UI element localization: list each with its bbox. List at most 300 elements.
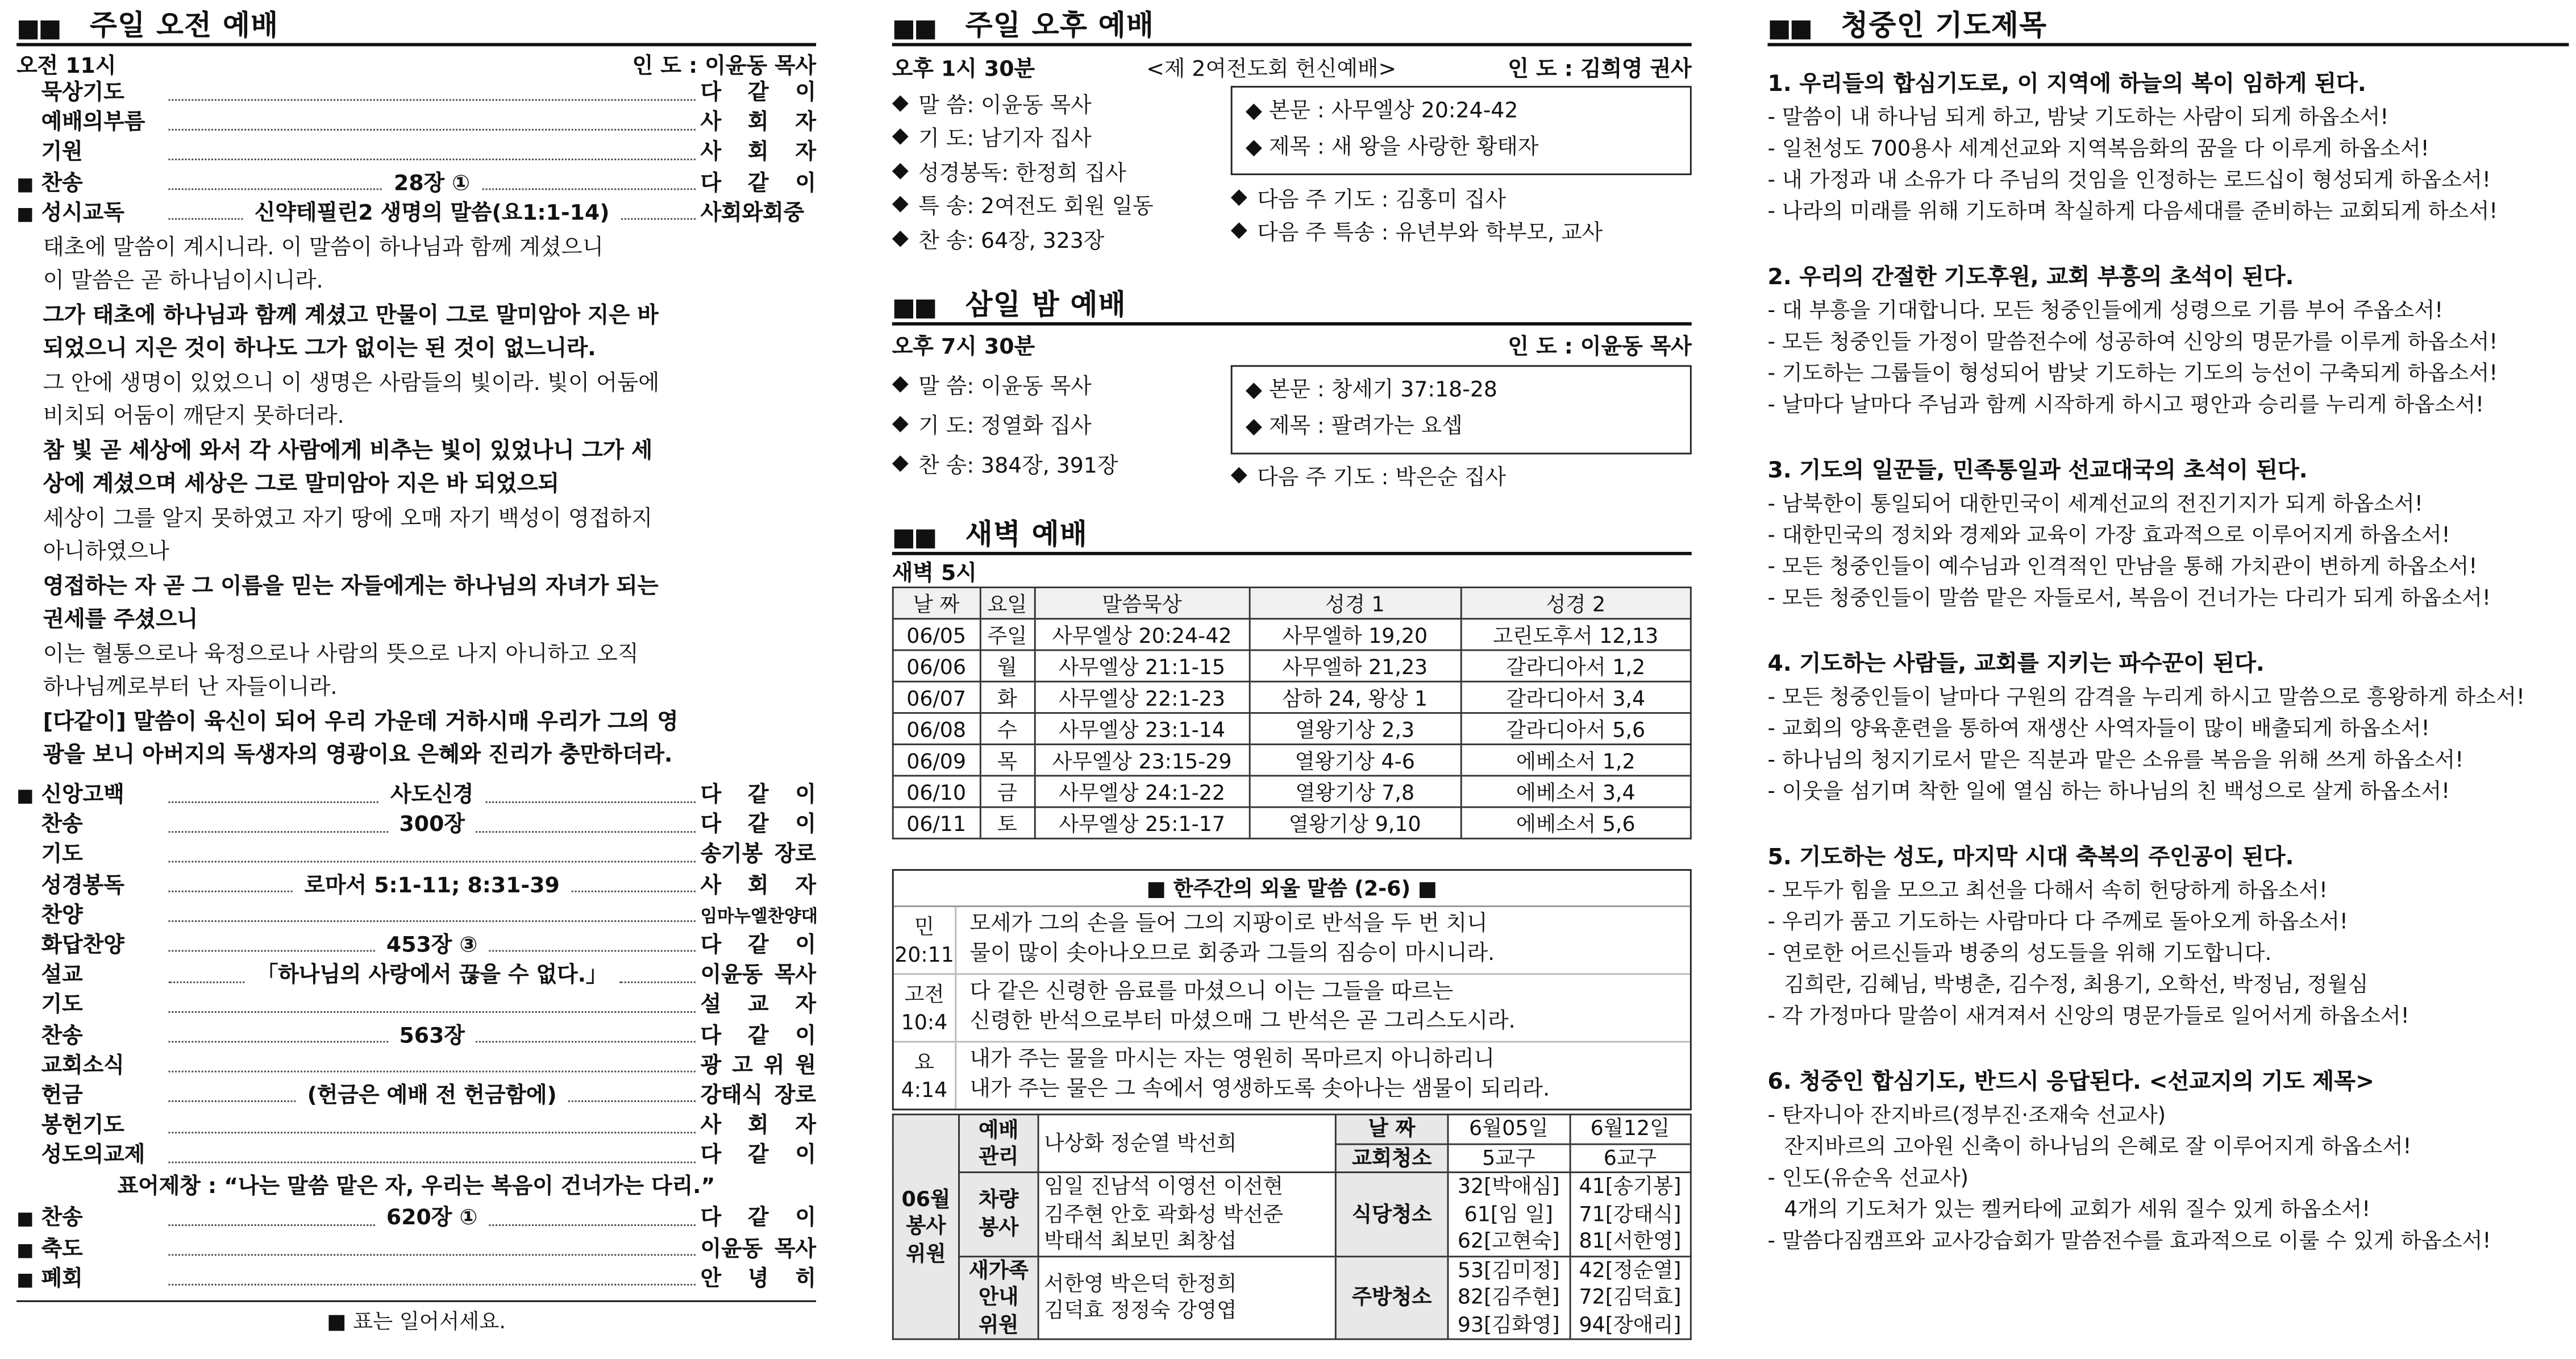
order-item	[16, 842, 816, 872]
verse-line: 다 같은 신령한 음료를 마셨으니 이는 그들을 따르는	[969, 979, 1454, 1005]
prayer-line: - 모든 청중인들이 날마다 구원의 감격을 누리게 하시고 말씀으로 흥왕하게 하소서!	[1767, 685, 2525, 711]
dawn-cell: 사무엘상 23:1-14	[1035, 713, 1250, 744]
wednesday-items	[892, 364, 1231, 492]
wednesday-sermon-title: ◆ 제목 : 팔려가는 요셉	[1245, 414, 1463, 439]
order-leader-dots	[164, 153, 701, 155]
dawn-cell: 사무엘상 20:24-42	[1035, 619, 1250, 650]
dawn-cell: 목	[980, 745, 1035, 776]
dot-leader	[485, 801, 696, 803]
order-label: 기도	[41, 843, 83, 868]
prayer-heading: 5. 기도하는 성도, 마지막 시대 축복의 주인공이 된다.	[1767, 844, 2294, 871]
order-content: 300장	[393, 812, 472, 841]
dot-leader	[169, 1071, 696, 1073]
kitchen-2: 42[정순열] 72[김덕효] 94[장애리]	[1570, 1256, 1691, 1339]
service-committee-table	[892, 1113, 1692, 1340]
afternoon-item	[892, 222, 1231, 256]
date-label: 날 짜	[1335, 1115, 1448, 1144]
dot-leader	[571, 891, 696, 892]
order-item	[16, 1205, 816, 1235]
order-label: 찬양	[41, 903, 83, 929]
mgmt-label: 예배 관리	[959, 1115, 1039, 1173]
reading-line: 세상이 그를 알지 못하였고 자기 땅에 오매 자기 백성이 영접하지	[43, 507, 653, 532]
verse-text	[956, 907, 1690, 973]
wednesday-section-title: ■■ 삼일 밤 예배	[892, 279, 1692, 325]
order-leader-dots	[164, 962, 701, 991]
prayer-line: - 모든 청중인들 가정이 말씀전수에 성공하여 신앙의 명문가를 이루게 하옵소서!	[1767, 330, 2498, 356]
order-leader-dots	[164, 123, 701, 125]
reading-line: 아니하였으나	[43, 541, 169, 566]
dawn-cell: 열왕기상 2,3	[1249, 713, 1460, 744]
verse-book: 민	[914, 913, 934, 939]
verse-chapter: 20:11	[894, 941, 954, 967]
dawn-column-header: 요일	[980, 587, 1035, 618]
dot-leader	[621, 219, 696, 221]
order-stand-mark: ■	[16, 784, 34, 807]
dot-leader	[169, 1011, 696, 1013]
morning-worship-column	[16, 0, 816, 1333]
reading-line: 비치되 어둠이 깨닫지 못하더라.	[43, 405, 344, 431]
reading-line: 이는 혈통으로나 육정으로나 사람의 뜻으로 나지 아니하고 오직	[43, 642, 639, 668]
wednesday-sermon-box	[1231, 364, 1692, 454]
order-leader-dots	[164, 812, 701, 841]
order-item	[16, 1082, 816, 1112]
dawn-cell: 06/11	[893, 807, 980, 838]
prayer-line: - 남북한이 통일되어 대한민국이 세계선교의 전진기지가 되게 하옵소서!	[1767, 492, 2423, 517]
order-label: 폐회	[41, 1267, 83, 1292]
verse-chapter: 4:14	[901, 1077, 948, 1102]
church-clean-label: 교회청소	[1335, 1144, 1448, 1173]
spacer	[1767, 421, 2569, 452]
order-item	[16, 962, 816, 992]
dot-leader	[169, 1131, 696, 1133]
dot-leader	[169, 891, 293, 892]
order-item	[16, 1265, 816, 1295]
spacer	[1767, 228, 2569, 259]
prayer-line: - 말씀이 내 하나님 되게 하고, 밤낮 기도하는 사람이 되게 하옵소서!	[1767, 106, 2389, 131]
order-content: 620장 ①	[380, 1206, 484, 1235]
dawn-cell: 06/05	[893, 619, 980, 650]
dawn-cell: 사무엘상 24:1-22	[1035, 776, 1250, 807]
reading-line: 권세를 주셨으니	[43, 609, 198, 634]
order-content: 「하나님의 사랑에서 끊을 수 없다.」	[250, 962, 614, 991]
dot-leader	[169, 951, 375, 953]
dot-leader	[169, 98, 696, 100]
order-leader-dots	[164, 782, 701, 811]
afternoon-header	[892, 49, 1692, 82]
afternoon-sermon-title: ◆ 제목 : 새 왕을 사랑한 황태자	[1245, 135, 1539, 160]
order-leader-dots	[164, 169, 701, 199]
wednesday-next-prayer: ◆ 다음 주 기도 : 박은순 집사	[1230, 463, 1507, 492]
diamond-icon: ◆	[892, 226, 909, 251]
verse-reference	[894, 975, 956, 1041]
order-person: 사 회 자	[700, 873, 817, 899]
dawn-schedule-table	[892, 587, 1692, 839]
wednesday-header	[892, 328, 1692, 361]
verse-line: 모세가 그의 손을 들어 그의 지팡이로 반석을 두 번 치니	[969, 912, 1488, 937]
reading-line: 참 빛 곧 세상에 와서 각 사람에게 비추는 빛이 있었나니 그가 세	[43, 439, 653, 464]
diamond-icon: ◆	[892, 124, 909, 149]
order-person: 안 녕 히	[700, 1267, 817, 1292]
standing-footnote: ■ 표는 일어서세요.	[16, 1300, 816, 1333]
order-content: 563장	[393, 1022, 472, 1052]
order-stand-mark: ■	[16, 1208, 34, 1231]
afternoon-next-prayer: ◆ 다음 주 기도 : 김홍미 집사	[1230, 184, 1507, 213]
order-label: 봉헌기도	[41, 1113, 124, 1139]
afternoon-item-text: 찬 송: 64장, 323장	[918, 229, 1105, 254]
afternoon-leader: 인 도 : 김희영 권사	[1508, 57, 1692, 82]
order-leader-dots	[164, 872, 701, 901]
order-item	[16, 782, 816, 812]
reading-line: 하나님께로부터 난 자들이니라.	[43, 676, 338, 701]
dawn-cell: 열왕기상 9,10	[1249, 807, 1460, 838]
date-1: 6월05일	[1448, 1115, 1570, 1144]
prayer-line: - 모든 청중인들이 말씀 맡은 자들로서, 복음이 건너가는 다리가 되게 하옵소서!	[1767, 586, 2491, 612]
order-person: 이윤동 목사	[700, 963, 817, 988]
prayer-line: - 모두가 힘을 모으고 최선을 다해서 속히 헌당하게 하옵소서!	[1767, 879, 2328, 904]
wednesday-leader: 인 도 : 이윤동 목사	[1508, 335, 1692, 360]
order-leader-dots	[164, 1206, 701, 1235]
dawn-cell: 월	[980, 650, 1035, 681]
prayer-line: - 하나님의 청지기로서 맡은 직분과 맡은 소유를 복음을 위해 쓰게 하옵소서!	[1767, 748, 2464, 774]
morning-section-title: ■■ 주일 오전 예배	[16, 0, 816, 46]
dawn-cell: 갈라디아서 5,6	[1460, 713, 1691, 744]
verse-line: 신령한 반석으로부터 마셨으매 그 반석은 곧 그리스도시라.	[969, 1009, 1516, 1034]
order-person: 임마누엘찬양대	[700, 907, 818, 927]
morning-leader: 인 도 : 이윤동 목사	[632, 53, 817, 79]
verse-line: 물이 많이 솟아나오므로 회중과 그들의 짐승이 마시니라.	[969, 941, 1495, 967]
dot-leader	[169, 219, 243, 221]
order-stand-mark: ■	[16, 203, 34, 225]
order-leader-dots	[164, 1022, 701, 1052]
order-item	[16, 932, 816, 962]
order-label: 화답찬양	[41, 933, 124, 958]
dawn-cell: 열왕기상 7,8	[1249, 776, 1460, 807]
order-item	[16, 139, 816, 169]
order-item	[16, 200, 816, 230]
dawn-row	[893, 807, 1691, 838]
dot-leader	[476, 1041, 696, 1043]
order-leader-dots	[164, 916, 701, 917]
memory-verse-row	[894, 907, 1690, 975]
order-leader-dots	[164, 1279, 701, 1281]
dot-leader	[169, 1161, 696, 1163]
dot-leader	[169, 128, 696, 130]
morning-order-3	[16, 1205, 816, 1295]
dawn-row	[893, 713, 1691, 744]
order-item	[16, 992, 816, 1022]
order-label: 성경봉독	[41, 873, 124, 899]
dawn-cell: 사무엘하 19,20	[1249, 619, 1460, 650]
prayer-heading: 6. 청중인 합심기도, 반드시 응답된다. <선교지의 기도 제목>	[1767, 1069, 2374, 1096]
responsive-reading	[16, 233, 816, 775]
afternoon-item	[892, 188, 1231, 222]
order-person: 다 같 이	[700, 1144, 817, 1169]
order-label: 찬송	[41, 1023, 83, 1049]
dawn-column-header: 성경 2	[1460, 587, 1691, 618]
kitchen-label: 주방청소	[1335, 1256, 1448, 1339]
dawn-cell: 삼하 24, 왕상 1	[1249, 681, 1460, 713]
dawn-cell: 06/06	[893, 650, 980, 681]
order-label: 기원	[41, 141, 83, 167]
order-person: 다 같 이	[700, 81, 817, 106]
dot-leader	[619, 981, 696, 983]
reading-line: 그 안에 생명이 있었으니 이 생명은 사람들의 빛이라. 빛이 어둠에	[43, 371, 660, 397]
order-leader-dots	[164, 200, 701, 229]
prayer-column	[1767, 0, 2569, 1257]
order-person: 다 같 이	[700, 1023, 817, 1049]
order-label: 찬송	[41, 171, 83, 196]
order-person: 강태식 장로	[700, 1083, 817, 1109]
motto-recitation: 표어제창 : “나는 말씀 맡은 자, 우리는 복음이 건너가는 다리.”	[117, 1175, 715, 1200]
afternoon-item-text: 성경봉독: 한정희 집사	[918, 161, 1126, 186]
dawn-cell: 에베소서 1,2	[1460, 745, 1691, 776]
reading-line: 영접하는 자 곧 그 이름을 믿는 자들에게는 하나님의 자녀가 되는	[43, 575, 659, 600]
afternoon-theme: <제 2여전도회 헌신예배>	[1146, 57, 1397, 82]
verse-line: 내가 주는 물은 그 속에서 영생하도록 솟아나는 샘물이 되리라.	[969, 1077, 1550, 1102]
memory-verse-row	[894, 1042, 1690, 1108]
prayer-heading: 2. 우리의 간절한 기도후원, 교회 부흥의 초석이 된다.	[1767, 264, 2294, 291]
prayer-line: - 각 가정마다 말씀이 새겨져서 신앙의 명문가들로 일어서게 하옵소서!	[1767, 1004, 2409, 1030]
church-clean-1: 5교구	[1448, 1144, 1570, 1173]
dawn-row	[893, 619, 1691, 650]
afternoon-column	[892, 0, 1692, 1340]
order-item	[16, 1112, 816, 1142]
order-label: 설교	[41, 963, 83, 988]
diamond-icon: ◆	[892, 90, 909, 115]
order-item	[16, 1142, 816, 1172]
dawn-row	[893, 745, 1691, 776]
order-person: 다 같 이	[700, 813, 817, 838]
order-person: 이윤동 목사	[700, 1237, 817, 1262]
dawn-time-row: 새벽 5시	[892, 562, 977, 587]
newfam-members: 서한영 박은덕 한정희 김덕효 정정숙 강영엽	[1038, 1256, 1335, 1339]
order-leader-dots	[164, 932, 701, 961]
verse-line: 내가 주는 물을 마시는 자는 영원히 목마르지 아니하리니	[969, 1048, 1495, 1073]
dot-leader	[169, 1285, 696, 1286]
prayer-line: 4개의 기도처가 있는 켈커타에 교회가 세워 질수 있게 하옵소서!	[1784, 1198, 2371, 1223]
order-person: 사 회 자	[700, 1113, 817, 1139]
wednesday-item: ◆ 찬 송: 384장, 391장	[892, 451, 1118, 480]
order-stand-mark: ■	[16, 1239, 34, 1261]
reading-line: 되었으니 지은 것이 하나도 그가 없이는 된 것이 없느니라.	[43, 338, 596, 363]
dawn-cell: 수	[980, 713, 1035, 744]
order-person: 사회와회중	[700, 201, 805, 226]
dot-leader	[482, 189, 696, 190]
dawn-cell: 고린도후서 12,13	[1460, 619, 1691, 650]
wednesday-item: ◆ 기 도: 정열화 집사	[892, 411, 1092, 440]
prayer-section-title: ■■ 청중인 기도제목	[1767, 0, 2569, 46]
dawn-cell: 토	[980, 807, 1035, 838]
order-person: 다 같 이	[700, 1207, 817, 1232]
spacer	[1767, 614, 2569, 646]
afternoon-section-title: ■■ 주일 오후 예배	[892, 0, 1692, 46]
dawn-cell: 갈라디아서 1,2	[1460, 650, 1691, 681]
dot-leader	[476, 830, 696, 832]
verse-reference	[894, 1042, 956, 1108]
dawn-cell: 사무엘상 21:1-15	[1035, 650, 1250, 681]
dot-leader	[169, 1041, 388, 1043]
order-label: 예배의부름	[41, 111, 145, 136]
order-content: 28장 ①	[387, 169, 477, 199]
diamond-icon: ◆	[892, 192, 909, 217]
prayer-line: - 기도하는 그룹들이 형성되어 밤낮 기도하는 기도의 능선이 구축되게 하옵소서!	[1767, 361, 2498, 387]
afternoon-item	[892, 86, 1231, 120]
order-content: 신약테필린2 생명의 말씀(요1:1-14)	[248, 200, 616, 229]
order-content: 사도신경	[384, 782, 480, 811]
order-item	[16, 109, 816, 139]
dot-leader	[489, 1224, 696, 1226]
order-leader-dots	[164, 1006, 701, 1008]
reading-line: 상에 계셨으며 세상은 그로 말미암아 지은 바 되었으되	[43, 473, 559, 498]
spacer	[1767, 1033, 2569, 1064]
order-label: 축도	[41, 1237, 83, 1262]
dawn-cell: 06/08	[893, 713, 980, 744]
morning-time: 오전 11시	[16, 53, 116, 79]
prayer-line: - 내 가정과 내 소유가 다 주님의 것임을 인정하는 로드십이 형성되게 하옵소서!	[1767, 168, 2491, 194]
dot-leader	[169, 1224, 375, 1226]
afternoon-item-text: 말 씀: 이윤동 목사	[918, 93, 1092, 119]
reading-line: 광을 보니 아버지의 독생자의 영광이요 은혜와 진리가 충만하더라.	[43, 744, 673, 770]
dawn-column-header: 말씀묵상	[1035, 587, 1250, 618]
dawn-cell: 화	[980, 681, 1035, 713]
dot-leader	[169, 861, 696, 862]
order-leader-dots	[164, 1082, 701, 1112]
service-side-label: 06월 봉사 위원	[893, 1115, 959, 1339]
dining-2: 41[송기봉] 71[강태식] 81[서한영]	[1570, 1173, 1691, 1256]
verse-reference	[894, 907, 956, 973]
diamond-icon: ◆	[892, 158, 909, 183]
morning-order-1	[16, 80, 816, 230]
order-person: 사 회 자	[700, 111, 817, 136]
dawn-cell: 에베소서 3,4	[1460, 776, 1691, 807]
dawn-cell: 주일	[980, 619, 1035, 650]
order-leader-dots	[164, 856, 701, 858]
prayer-line: - 대 부흥을 기대합니다. 모든 청중인들에게 성령으로 기름 부어 주옵소서!	[1767, 299, 2444, 324]
order-content: 453장 ③	[380, 932, 484, 961]
order-label: 헌금	[41, 1083, 83, 1109]
order-person: 설 교 자	[700, 994, 817, 1019]
car-label: 차량 봉사	[959, 1173, 1039, 1256]
prayer-heading: 4. 기도하는 사람들, 교회를 지키는 파수꾼이 된다.	[1767, 651, 2265, 678]
order-label: 찬송	[41, 1207, 83, 1232]
dot-leader	[169, 1254, 696, 1256]
date-2: 6월12일	[1570, 1115, 1691, 1144]
kitchen-1: 53[김미정] 82[김주현] 93[김화영]	[1448, 1256, 1570, 1339]
spacer	[1767, 808, 2569, 839]
dawn-cell: 에베소서 5,6	[1460, 807, 1691, 838]
order-person: 다 같 이	[700, 783, 817, 808]
order-content: 로마서 5:1-11; 8:31-39	[298, 872, 566, 901]
reading-line: 그가 태초에 하나님과 함께 계셨고 만물이 그로 말미암아 지은 바	[43, 304, 659, 329]
dawn-cell: 금	[980, 776, 1035, 807]
prayer-line: 잔지바르의 고아원 신축이 하나님의 은혜로 잘 이루어지게 하옵소서!	[1784, 1135, 2412, 1160]
afternoon-item	[892, 153, 1231, 188]
prayer-list	[1767, 66, 2569, 1257]
order-item	[16, 871, 816, 901]
dot-leader	[169, 921, 696, 922]
reading-line: 태초에 말씀이 계시니라. 이 말씀이 하나님과 함께 계셨으니	[43, 236, 604, 261]
wednesday-item: ◆ 말 씀: 이윤동 목사	[892, 372, 1092, 400]
order-item	[16, 80, 816, 110]
verse-chapter: 10:4	[901, 1009, 948, 1034]
afternoon-text: ◆ 본문 : 사무엘상 20:24-42	[1245, 99, 1518, 124]
afternoon-time: 오후 1시 30분	[892, 57, 1035, 82]
order-item	[16, 812, 816, 842]
newfam-label: 새가족 안내 위원	[959, 1256, 1039, 1339]
verse-text	[956, 1042, 1690, 1108]
order-leader-dots	[164, 94, 701, 95]
dot-leader	[169, 981, 245, 983]
dawn-row	[893, 650, 1691, 681]
order-item	[16, 169, 816, 200]
dot-leader	[169, 159, 696, 160]
order-content: (헌금은 예배 전 헌금함에)	[301, 1082, 563, 1112]
prayer-heading: 3. 기도의 일꾼들, 민족통일과 선교대국의 초석이 된다.	[1767, 458, 2308, 484]
dot-leader	[169, 189, 382, 190]
prayer-line: - 일천성도 700용사 세계선교와 지역복음화의 꿈을 다 이루게 하옵소서!	[1767, 137, 2429, 162]
prayer-line: 김희란, 김혜님, 박병춘, 김수정, 최용기, 오학선, 박정님, 정월심	[1784, 973, 2369, 998]
dawn-cell: 사무엘상 23:15-29	[1035, 745, 1250, 776]
order-person: 광 고 위 원	[700, 1053, 817, 1079]
dawn-cell: 06/07	[893, 681, 980, 713]
afternoon-sermon-box	[1231, 86, 1692, 175]
afternoon-item-text: 특 송: 2여전도 회원 일동	[918, 195, 1154, 221]
morning-order-2	[16, 782, 816, 1172]
dawn-cell: 갈라디아서 3,4	[1460, 681, 1691, 713]
dawn-column-header: 날 짜	[893, 587, 980, 618]
dining-label: 식당청소	[1335, 1173, 1448, 1256]
order-leader-dots	[164, 1066, 701, 1068]
dawn-cell: 06/09	[893, 745, 980, 776]
afternoon-item	[892, 120, 1231, 154]
order-item	[16, 1052, 816, 1082]
reading-line: [다같이] 말씀이 육신이 되어 우리 가운데 거하시매 우리가 그의 영	[43, 710, 679, 735]
church-clean-2: 6교구	[1570, 1144, 1691, 1173]
dot-leader	[169, 830, 388, 832]
order-stand-mark: ■	[16, 173, 34, 195]
afternoon-item-text: 기 도: 남기자 집사	[918, 127, 1092, 153]
prayer-line: - 교회의 양육훈련을 통하여 재생산 사역자들이 많이 배출되게 하옵소서!	[1767, 717, 2430, 742]
dot-leader	[169, 801, 379, 803]
dawn-row	[893, 776, 1691, 807]
dot-leader	[169, 1101, 296, 1103]
afternoon-next-special: ◆ 다음 주 특송 : 유년부와 학부모, 교사	[1230, 218, 1603, 247]
dawn-row	[893, 681, 1691, 713]
dawn-section-title: ■■ 새벽 예배	[892, 509, 1692, 555]
prayer-line: - 나라의 미래를 위해 기도하며 착실하게 다음세대를 준비하는 교회되게 하소서!	[1767, 200, 2498, 225]
prayer-line: - 대한민국의 정치와 경제와 교육이 가장 효과적으로 이루어지게 하옵소서!	[1767, 523, 2450, 549]
memory-verse-row	[894, 975, 1690, 1042]
memory-verse-title: ■ 한주간의 외울 말씀 (2-6) ■	[894, 871, 1690, 907]
order-person: 송기봉 장로	[700, 843, 817, 868]
verse-text	[956, 975, 1690, 1041]
dining-1: 32[박애심] 61[임 일] 62[고현숙]	[1448, 1173, 1570, 1256]
car-members: 임일 진남석 이영선 이선현 김주현 안호 곽화성 박선준 박태석 최보민 최창섭	[1038, 1173, 1335, 1256]
order-person: 다 같 이	[700, 933, 817, 958]
reading-line: 이 말씀은 곧 하나님이시니라.	[43, 270, 323, 295]
order-label: 성시교독	[41, 201, 124, 226]
order-leader-dots	[164, 1126, 701, 1128]
order-item	[16, 1235, 816, 1265]
mgmt-members: 나상화 정순열 박선희	[1038, 1115, 1335, 1173]
prayer-line: - 말씀다짐캠프와 교사강습회가 말씀전수를 효과적으로 이룰 수 있게 하옵소서!	[1767, 1229, 2491, 1254]
order-label: 찬송	[41, 813, 83, 838]
afternoon-items	[892, 86, 1231, 255]
dawn-cell: 사무엘하 21,23	[1249, 650, 1460, 681]
order-label: 묵상기도	[41, 81, 124, 106]
dawn-cell: 06/10	[893, 776, 980, 807]
prayer-line: - 우리가 품고 기도하는 사람마다 다 주께로 돌아오게 하옵소서!	[1767, 910, 2348, 936]
